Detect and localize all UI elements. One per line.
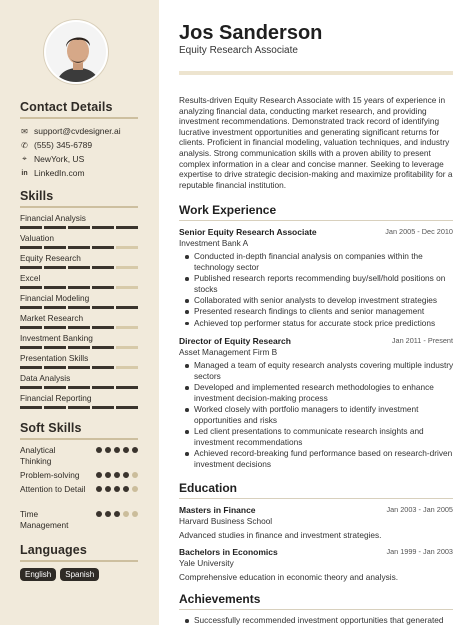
skill-segment: [92, 306, 114, 309]
soft-skill-rating: [96, 472, 138, 478]
skill-segment: [68, 326, 90, 329]
skill-segment: [44, 286, 66, 289]
skill-segment: [92, 386, 114, 389]
email-text: support@cvdesigner.ai: [34, 126, 121, 136]
degree-dates: Jan 2003 - Jan 2005: [386, 505, 453, 514]
skill-segment: [116, 386, 138, 389]
skill-segment: [20, 326, 42, 329]
rating-dot: [96, 447, 102, 453]
contact-divider: [20, 117, 138, 119]
skills-heading: Skills: [20, 189, 54, 203]
skill-segment: [20, 366, 42, 369]
skill-item: [20, 313, 138, 329]
skill-item: [20, 233, 138, 249]
skill-level-bar: [20, 286, 138, 289]
phone-text: (555) 345-6789: [34, 140, 93, 150]
language-list: [20, 568, 99, 581]
skill-segment: [68, 226, 90, 229]
skill-segment: [92, 366, 114, 369]
job-position: Senior Equity Research Associate: [179, 227, 317, 237]
skill-name: Presentation Skills: [20, 353, 89, 363]
rating-dot: [105, 472, 111, 478]
rating-dot: [132, 447, 138, 453]
skill-segment: [92, 246, 114, 249]
rating-dot: [132, 486, 138, 492]
skill-level-bar: [20, 366, 138, 369]
skill-segment: [68, 286, 90, 289]
achievements-divider: [179, 609, 453, 610]
skill-segment: [68, 246, 90, 249]
language-badge: English: [20, 568, 56, 581]
degree-dates: Jan 1999 - Jan 2003: [386, 547, 453, 556]
skill-item: [20, 393, 138, 409]
degree-description: Advanced studies in finance and investment strategies.: [179, 530, 382, 540]
skill-name: Market Research: [20, 313, 84, 323]
rating-dot: [114, 447, 120, 453]
soft-skill-rating: [96, 511, 138, 517]
rating-dot: [132, 511, 138, 517]
rating-dot: [105, 511, 111, 517]
rating-dot: [96, 486, 102, 492]
job-dates: Jan 2011 - Present: [391, 336, 453, 345]
bullet-item: Collaborated with senior analysts to develop investment strategies: [194, 295, 456, 306]
skill-segment: [44, 266, 66, 269]
skill-level-bar: [20, 406, 138, 409]
rating-dot: [96, 472, 102, 478]
soft-skill-name: Time Management: [20, 509, 69, 530]
skill-segment: [68, 366, 90, 369]
language-badge: Spanish: [60, 568, 99, 581]
skill-name: Financial Analysis: [20, 213, 86, 223]
soft-skills-heading: Soft Skills: [20, 421, 82, 435]
rating-dot: [105, 486, 111, 492]
skill-segment: [116, 246, 138, 249]
skill-item: [20, 373, 138, 389]
skill-segment: [92, 346, 114, 349]
skill-segment: [68, 266, 90, 269]
skill-segment: [68, 306, 90, 309]
skill-name: Equity Research: [20, 253, 81, 263]
rating-dot: [123, 486, 129, 492]
work-experience-divider: [179, 220, 453, 221]
skill-segment: [20, 386, 42, 389]
soft-skill-name: Analytical Thinking: [20, 445, 56, 466]
soft-skill-item: [20, 445, 138, 467]
contact-email[interactable]: [20, 126, 121, 136]
skill-segment: [44, 406, 66, 409]
degree-description: Comprehensive education in economic theory and analysis.: [179, 572, 399, 582]
skill-segment: [20, 226, 42, 229]
location-text: NewYork, US: [34, 154, 85, 164]
job-bullets: [194, 360, 456, 470]
skill-level-bar: [20, 266, 138, 269]
skill-segment: [44, 306, 66, 309]
skill-name: Financial Modeling: [20, 293, 90, 303]
skill-segment: [20, 286, 42, 289]
skill-segment: [44, 326, 66, 329]
bullet-item: Led client presentations to communicate research insights and investment recommendations: [194, 426, 456, 447]
skill-item: [20, 253, 138, 269]
skill-segment: [116, 346, 138, 349]
skill-segment: [92, 266, 114, 269]
rating-dot: [123, 511, 129, 517]
education-divider: [179, 498, 453, 499]
skill-level-bar: [20, 306, 138, 309]
achievement-bullets: [194, 615, 456, 625]
skill-segment: [20, 246, 42, 249]
skill-segment: [44, 366, 66, 369]
job-title: Equity Research Associate: [179, 45, 298, 56]
skill-segment: [92, 326, 114, 329]
bullet-item: Conducted in-depth financial analysis on companies within the technology sector: [194, 251, 456, 272]
soft-skill-name: Problem-solving: [20, 470, 80, 480]
skill-level-bar: [20, 326, 138, 329]
skills-divider: [20, 206, 138, 208]
job-company: Asset Management Firm B: [179, 347, 278, 357]
contact-heading: Contact Details: [20, 100, 113, 114]
skill-segment: [44, 346, 66, 349]
skill-name: Investment Banking: [20, 333, 93, 343]
skill-item: [20, 353, 138, 369]
skill-segment: [20, 306, 42, 309]
rating-dot: [114, 472, 120, 478]
rating-dot: [114, 511, 120, 517]
bullet-item: Published research reports recommending buy/sell/hold positions on stocks: [194, 273, 456, 294]
skill-segment: [20, 346, 42, 349]
rating-dot: [105, 447, 111, 453]
achievements-heading: Achievements: [179, 592, 261, 606]
skill-item: [20, 293, 138, 309]
skill-name: Excel: [20, 273, 41, 283]
soft-skill-item: [20, 509, 138, 531]
skill-name: Valuation: [20, 233, 54, 243]
skill-item: [20, 273, 138, 289]
rating-dot: [132, 472, 138, 478]
job-position: Director of Equity Research: [179, 336, 291, 346]
bullet-item: Achieved top performer status for accurate stock price predictions: [194, 318, 456, 329]
rating-dot: [114, 486, 120, 492]
school-name: Harvard Business School: [179, 516, 273, 526]
contact-linkedin[interactable]: [20, 168, 85, 178]
bullet-item: Achieved record-breaking fund performance based on research-driven investment decisions: [194, 448, 456, 469]
job-company: Investment Bank A: [179, 238, 249, 248]
skill-level-bar: [20, 226, 138, 229]
skill-segment: [116, 226, 138, 229]
contact-location: [20, 154, 84, 164]
rating-dot: [123, 472, 129, 478]
soft-skill-name: Attention to Detail: [20, 484, 86, 494]
skill-segment: [44, 226, 66, 229]
skill-segment: [68, 386, 90, 389]
skill-segment: [20, 266, 42, 269]
skill-segment: [20, 406, 42, 409]
skill-level-bar: [20, 386, 138, 389]
degree-title: Bachelors in Economics: [179, 547, 278, 557]
work-experience-heading: Work Experience: [179, 203, 277, 217]
skill-segment: [92, 286, 114, 289]
header-divider: [179, 71, 453, 75]
linkedin-text: LinkedIn.com: [34, 168, 85, 178]
soft-skills-divider: [20, 438, 138, 440]
soft-skill-item: [20, 470, 138, 481]
skill-name: Data Analysis: [20, 373, 71, 383]
languages-heading: Languages: [20, 543, 87, 557]
skill-segment: [92, 226, 114, 229]
phone-icon: ✆: [21, 140, 28, 150]
skill-level-bar: [20, 346, 138, 349]
school-name: Yale University: [179, 558, 234, 568]
skill-segment: [44, 386, 66, 389]
degree-title: Masters in Finance: [179, 505, 256, 515]
rating-dot: [96, 511, 102, 517]
bullet-item: Successfully recommended investment opportunities that generated: [194, 615, 456, 625]
skill-segment: [116, 266, 138, 269]
profile-summary: Results-driven Equity Research Associate with 15 years of experience in analyzing financial data, conducting market research, and providing investment recommendations. Demonstrated track record of identifying lucrative investment opportunities and generating significant returns for clients. Proficient in financial modeling, valuation techniques, and industry analysis. Strong communication skills with a proven ability to present complex information in a clear and concise manner. Seeking to leverage expertise to drive strategic decision-making and maximize profitability for a reputable financial institution.: [179, 95, 453, 190]
soft-skill-rating: [96, 486, 138, 492]
skill-segment: [116, 326, 138, 329]
languages-divider: [20, 560, 138, 562]
job-dates: Jan 2005 - Dec 2010: [385, 227, 453, 236]
skill-item: [20, 333, 138, 349]
contact-phone[interactable]: [20, 140, 92, 150]
skill-level-bar: [20, 246, 138, 249]
education-heading: Education: [179, 481, 238, 495]
bullet-item: Worked closely with portfolio managers to identify investment opportunities and risks: [194, 404, 456, 425]
mail-icon: ✉: [21, 126, 28, 136]
skill-segment: [116, 286, 138, 289]
job-bullets: [194, 251, 456, 329]
map-pin-icon: ⌖: [22, 154, 27, 163]
bullet-item: Presented research findings to clients and senior management: [194, 306, 456, 317]
bullet-item: Developed and implemented research methodologies to enhance investment decision-making process: [194, 382, 456, 403]
profile-photo: [44, 20, 108, 84]
skill-segment: [116, 306, 138, 309]
skill-segment: [44, 246, 66, 249]
skill-segment: [68, 346, 90, 349]
skill-segment: [68, 406, 90, 409]
soft-skill-item: [20, 484, 138, 495]
soft-skill-rating: [96, 447, 138, 453]
rating-dot: [123, 447, 129, 453]
skill-segment: [92, 406, 114, 409]
skill-segment: [116, 406, 138, 409]
skill-name: Financial Reporting: [20, 393, 92, 403]
candidate-name: Jos Sanderson: [179, 22, 323, 44]
linkedin-icon: in: [21, 169, 28, 177]
skill-segment: [116, 366, 138, 369]
skill-item: [20, 213, 138, 229]
bullet-item: Managed a team of equity research analysts covering multiple industry sectors: [194, 360, 456, 381]
